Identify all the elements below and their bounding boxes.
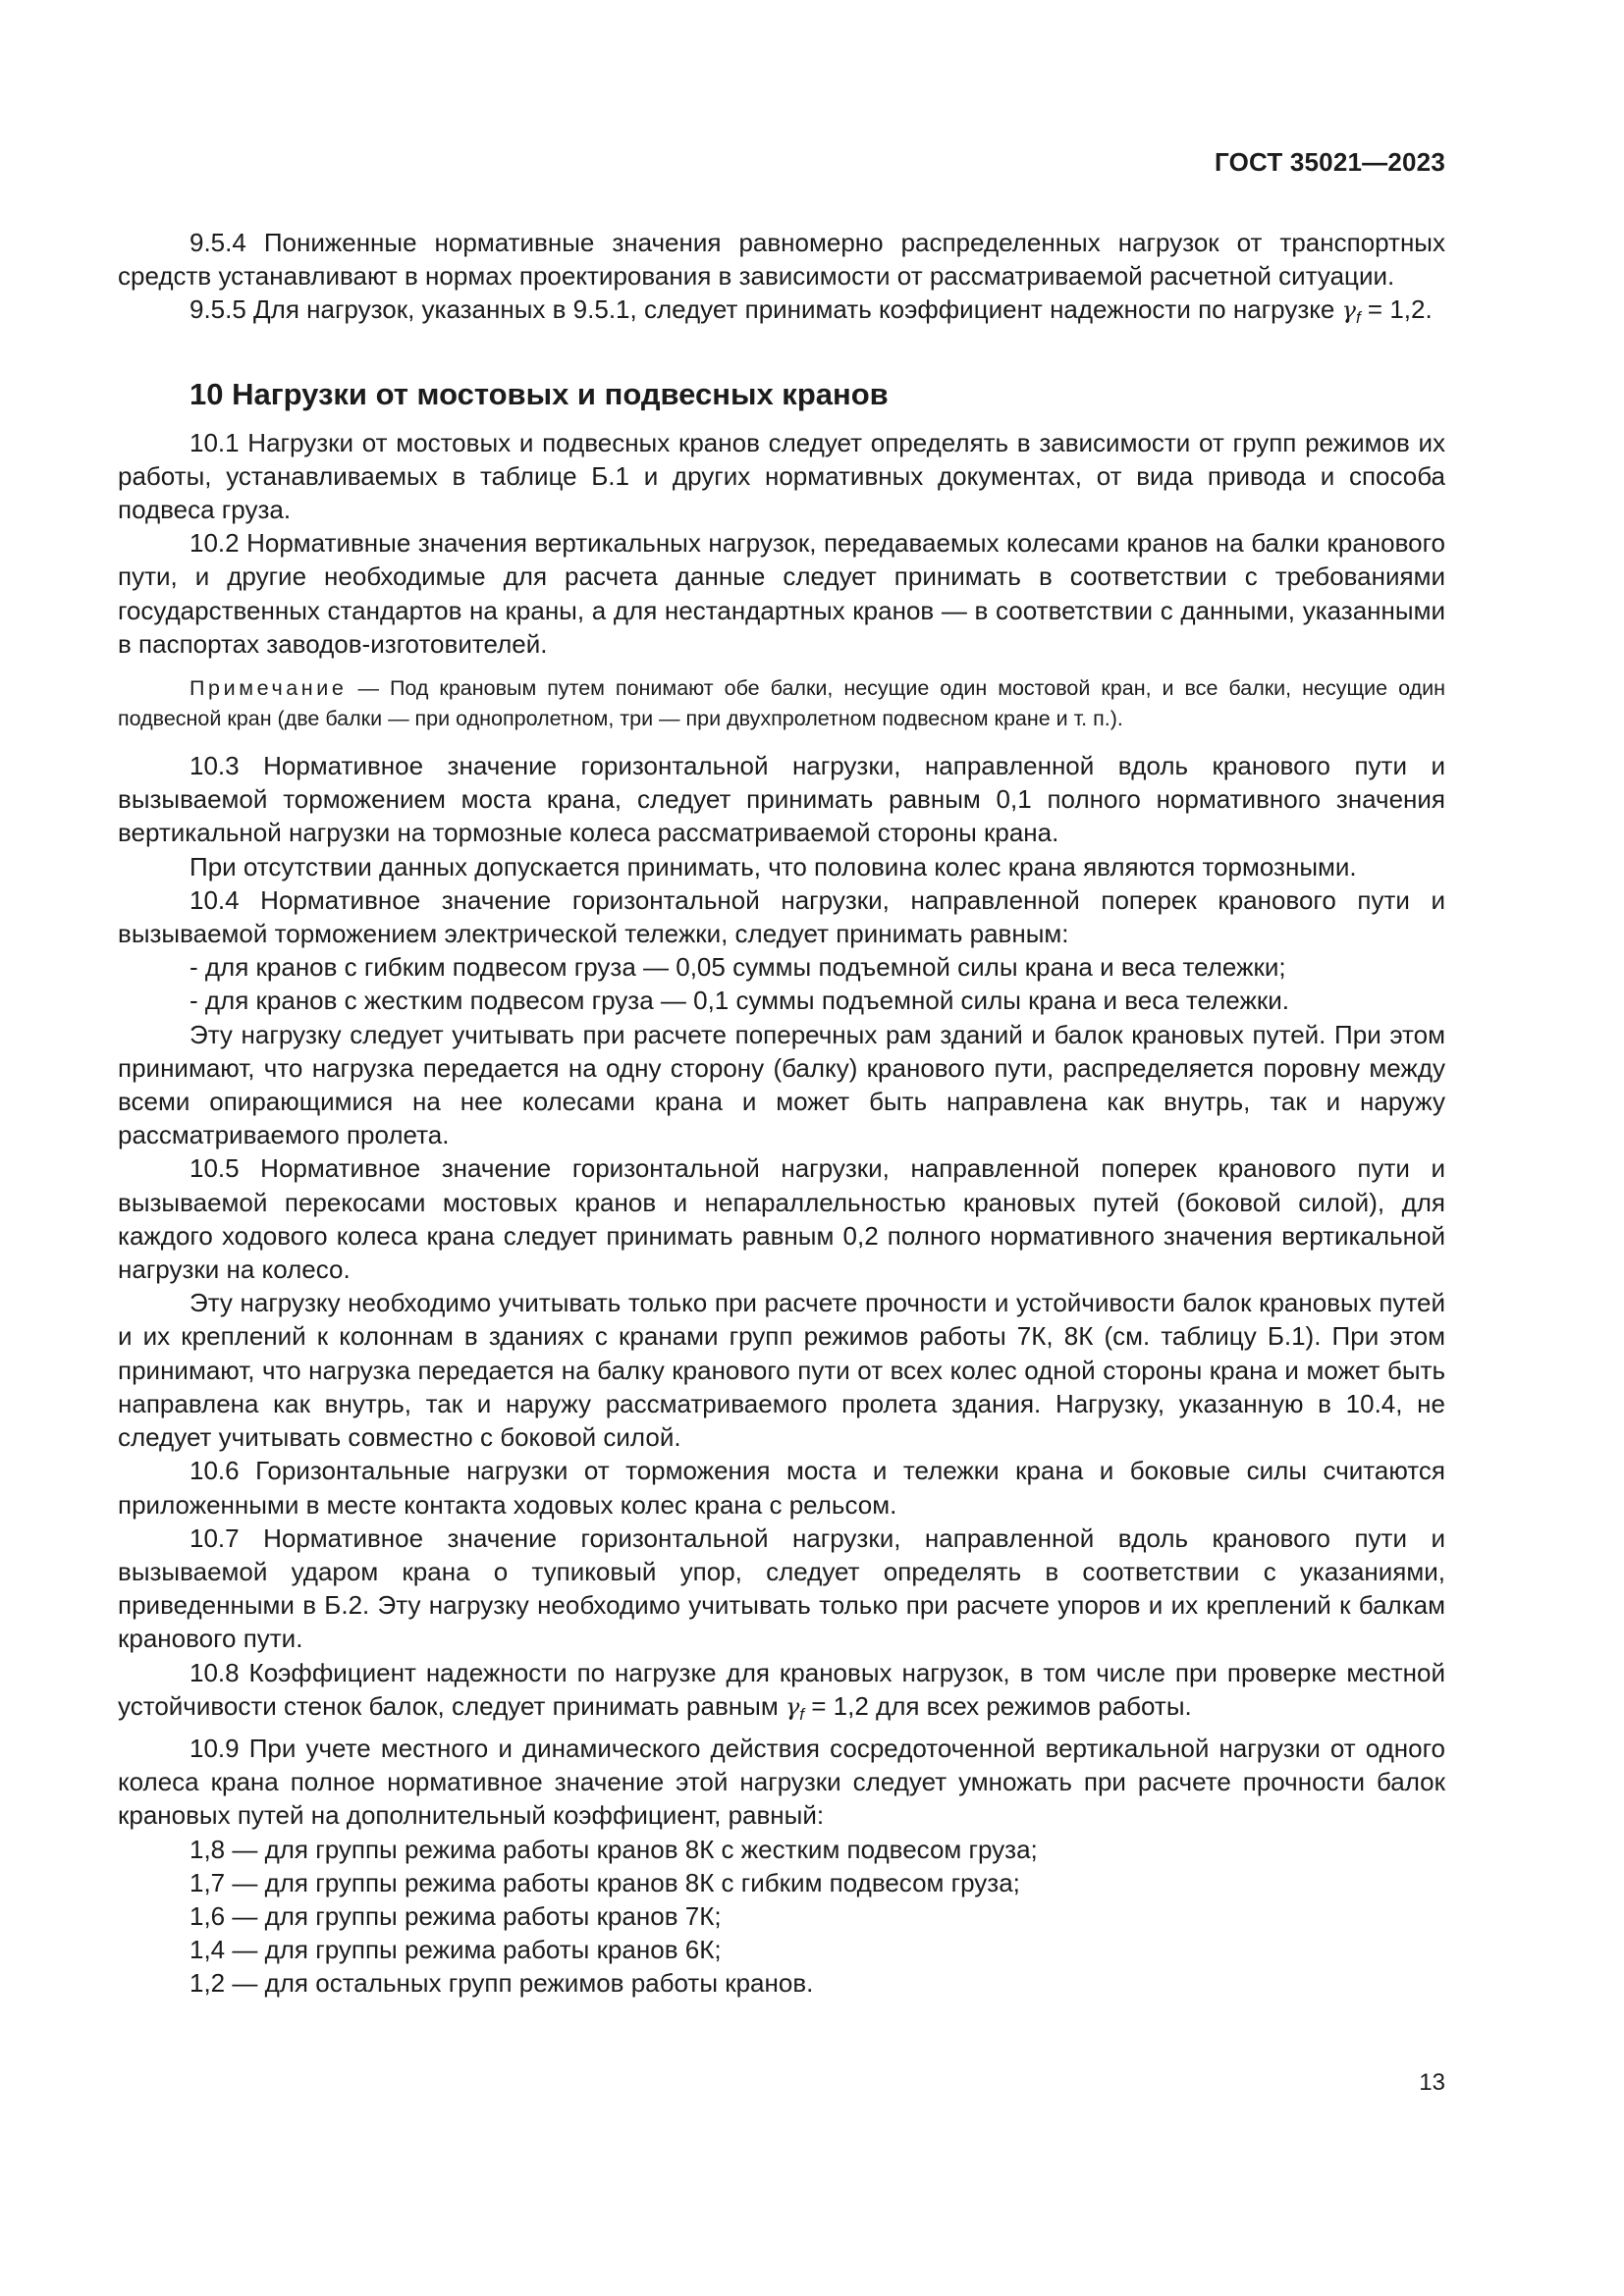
paragraph-10-4-item-1: - для кранов с гибким подвесом груза — 0,05 суммы подъемной силы крана и веса тележки; [189, 952, 1286, 983]
paragraph-10-2: 10.2 Нормативные значения вертикальных нагрузок, передаваемых колесами кранов на балки кранового пути, и другие необходимые для расчета данные следует принимать в соответствии с требованиями государственных стандартов на краны, а для нестандартных кранов — в соответствии с данными, указанными в паспортах заводов-изготовителей. [118, 528, 1445, 659]
note-text: — Под крановым путем понимают обе балки, несущие один мостовой кран, и все балки, несущие один подвесной кран (две балки — при однопролетном, три — при двухпролетном подвесном кране и т. п.). [118, 676, 1445, 731]
paragraph-10-9: 10.9 При учете местного и динамического действия сосредоточенной вертикальной нагрузки от одного колеса крана полное нормативное значение этой нагрузки следует умножать при расчете прочности балок крановых путей на дополнительный коэффициент, равный: [118, 1733, 1445, 1831]
page-number: 13 [1419, 2069, 1445, 2096]
paragraph-10-3: 10.3 Нормативное значение горизонтальной нагрузки, направленной вдоль кранового пути и вызываемой торможением моста крана, следует принимать равным 0,1 полного нормативного значения вертикальной нагрузки на тормозные колеса рассматриваемой стороны крана. [118, 751, 1445, 848]
note-label: Примечание [189, 676, 348, 701]
paragraph-10-9-item-3: 1,6 — для группы режима работы кранов 7К; [189, 1900, 722, 1931]
paragraph-10-6: 10.6 Горизонтальные нагрузки от торможения моста и тележки крана и боковые силы считаются приложенными в месте контакта ходовых колес крана с рельсом. [118, 1456, 1445, 1520]
paragraph-10-8-text: 10.8 Коэффициент надежности по нагрузке для крановых нагрузок, в том числе при проверке местной устойчивости стенок балок, следует принимать равным [118, 1657, 1445, 1721]
note [118, 673, 1445, 734]
gamma-subscript: f [799, 1704, 805, 1724]
gamma-subscript: f [1355, 308, 1361, 328]
paragraph-9-5-4: 9.5.4 Пониженные нормативные значения равномерно распределенных нагрузок от транспортных средств устанавливают в нормах проектирования в зависимости от рассматриваемой расчетной ситуации. [118, 228, 1445, 292]
paragraph-10-4-item-2: - для кранов с жестким подвесом груза — 0,1 суммы подъемной силы крана и веса тележки. [189, 986, 1289, 1016]
paragraph-10-9-item-2: 1,7 — для группы режима работы кранов 8К с гибким подвесом груза; [189, 1867, 1020, 1897]
paragraph-9-5-5-text: 9.5.5 Для нагрузок, указанных в 9.5.1, следует принимать коэффициент надежности по нагрузке [189, 294, 1335, 325]
paragraph-10-5: 10.5 Нормативное значение горизонтальной нагрузки, направленной поперек кранового пути и вызываемой перекосами мостовых кранов и непараллельностью крановых путей (боковой силой), для каждого ходового колеса крана следует принимать равным 0,2 полного нормативного значения вертикальной нагрузки на колесо. [118, 1153, 1445, 1285]
paragraph-10-5-continued: Эту нагрузку необходимо учитывать только при расчете прочности и устойчивости балок крановых путей и их креплений к колоннам в зданиях с кранами групп режимов работы 7К, 8К (см. таблицу Б.1). При этом принимают, что нагрузка передается на балку кранового пути от всех колес одной стороны крана и может быть направлена как внутрь, так и наружу рассматриваемого пролета здания. Нагрузку, указанную в 10.4, не следует учитывать совместно с боковой силой. [118, 1288, 1445, 1453]
gamma-symbol: γ [785, 1692, 800, 1721]
paragraph-10-8-value: = 1,2 для всех режимов работы. [811, 1690, 1192, 1721]
paragraph-10-3-continued: При отсутствии данных допускается принимать, что половина колес крана являются тормозными. [189, 851, 1357, 881]
paragraph-9-5-5 [118, 293, 1445, 335]
section-10-heading: 10 Нагрузки от мостовых и подвесных кранов [189, 376, 889, 411]
document-code-header: ГОСТ 35021—2023 [1215, 147, 1445, 177]
paragraph-10-8 [118, 1656, 1445, 1732]
gamma-symbol: γ [1341, 296, 1356, 325]
document-body [118, 226, 1445, 2001]
paragraph-10-4-continued: Эту нагрузку следует учитывать при расчете поперечных рам зданий и балок крановых путей. При этом принимают, что нагрузка передается на одну сторону (балку) кранового пути, распределяется поровну между всеми опирающимися на нее колесами крана и может быть направлена как внутрь, так и наружу рассматриваемого пролета. [118, 1019, 1445, 1150]
paragraph-10-7: 10.7 Нормативное значение горизонтальной нагрузки, направленной вдоль кранового пути и вызываемой ударом крана о тупиковый упор, следует определять в соответствии с указаниями, приведенными в Б.2. Эту нагрузку необходимо учитывать только при расчете упоров и их креплений к балкам кранового пути. [118, 1522, 1445, 1654]
paragraph-10-9-item-5: 1,2 — для остальных групп режимов работы кранов. [189, 1968, 814, 1999]
paragraph-10-9-item-4: 1,4 — для группы режима работы кранов 6К; [189, 1935, 722, 1965]
paragraph-10-4: 10.4 Нормативное значение горизонтальной нагрузки, направленной поперек кранового пути и вызываемой торможением электрической тележки, следует принимать равным: [118, 884, 1445, 949]
paragraph-9-5-5-value: = 1,2. [1367, 294, 1433, 325]
paragraph-10-1: 10.1 Нагрузки от мостовых и подвесных кранов следует определять в зависимости от групп режимов их работы, устанавливаемых в таблице Б.1 и других нормативных документах, от вида привода и способа подвеса груза. [118, 427, 1445, 525]
paragraph-10-9-item-1: 1,8 — для группы режима работы кранов 8К с жестким подвесом груза; [189, 1834, 1038, 1864]
